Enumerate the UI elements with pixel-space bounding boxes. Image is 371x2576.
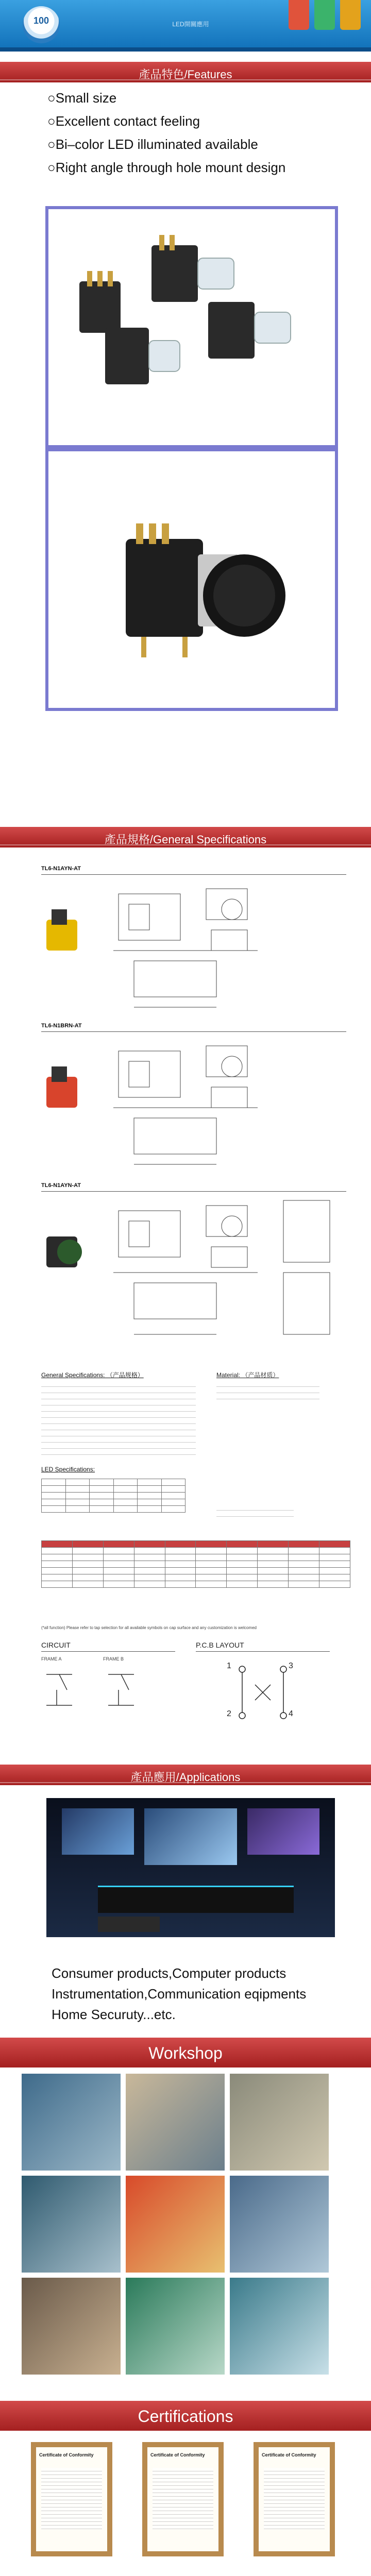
workshop-photo [229,2073,330,2172]
workshop-gallery [0,2067,371,2387]
certificate-image: Certificate of Conformity [254,2442,335,2556]
certifications-title-bar [0,2401,371,2431]
general-spec-text [41,1381,196,1458]
pcb-pin-label: 3 [289,1662,293,1670]
workshop-photo [125,2175,226,2274]
workshop-photo [21,2277,122,2376]
workshop-photo [229,2277,330,2376]
workshop-photo [21,2175,122,2274]
application-line: Home Securuty...etc. [52,2007,176,2022]
pcb-divider [196,1651,330,1652]
product-group-photo [48,209,335,445]
product-photo-frame [45,448,338,711]
header-caption: LED開關應用 [172,21,209,28]
title-underline [0,844,371,845]
product-single-photo [48,451,335,708]
feature-item: ○Excellent contact feeling [47,113,200,129]
model-drawing [41,878,350,1018]
feature-item: ○Bi–color LED illuminated available [47,137,258,152]
model-drawing [41,1036,350,1175]
workshop-title-bar [0,2038,371,2067]
features-title-bar [0,62,371,82]
application-line: Consumer products,Computer products [52,1965,286,1981]
header-divider [0,47,371,52]
specs-title: 產品規格/General Specifications [104,833,267,846]
applications-title: 產品應用/Applications [130,1771,241,1784]
workshop-photo [21,2073,122,2172]
general-spec-heading: General Specifications: （产品规格） [41,1371,144,1379]
page-header [0,0,371,52]
badge-text: 100 [33,15,49,26]
model-divider [41,1031,346,1032]
frame-a-label: FRAME A [41,1656,62,1662]
feature-item: ○Small size [47,90,117,106]
certifications-title: Certifications [138,2407,233,2426]
pcb-layout-diagram [234,1664,291,1721]
applications-title-bar [0,1765,371,1785]
model-divider [41,874,346,875]
workshop-photo [229,2175,330,2274]
ordering-table [41,1540,350,1588]
pcb-pin-label: 4 [289,1709,293,1718]
specs-title-bar [0,827,371,848]
led-spec-heading: LED Specifications: [41,1466,95,1473]
circuit-diagram [41,1664,185,1721]
model-name: TL6-N1BRN-AT [41,1023,82,1029]
title-underline [0,79,371,80]
circuit-divider [41,1651,175,1652]
model-name: TL6-N1AYN-AT [41,1182,81,1189]
title-underline [0,1782,371,1783]
features-title: 產品特色/Features [139,68,232,81]
feature-item: ○Right angle through hole mount design [47,160,286,175]
bookmark-tag-icon[interactable] [289,0,309,30]
model-divider [41,1191,346,1192]
certificate-image: Certificate of Conformity [31,2442,112,2556]
model-drawing [41,1195,350,1350]
pcb-pin-label: 1 [227,1662,231,1670]
circuit-label: CIRCUIT [41,1641,71,1649]
product-photo-frame [45,206,338,448]
material-heading: Material: （产品材质） [216,1371,279,1379]
led-note-text [216,1504,294,1517]
bookmark-tag-icon[interactable] [340,0,361,30]
led-spec-table [41,1479,185,1513]
application-line: Instrumentation,Communication eqipments [52,1986,307,2002]
bookmark-tag-icon[interactable] [314,0,335,30]
certificate-image: Certificate of Conformity [142,2442,224,2556]
frame-b-label: FRAME B [103,1656,124,1662]
workshop-photo [125,2277,226,2376]
workshop-title: Workshop [148,2044,223,2062]
workshop-photo [125,2073,226,2172]
material-text [216,1381,319,1399]
certificate-gallery [31,2442,340,2576]
pcb-label: P.C.B LAYOUT [196,1641,244,1649]
applications-photo [46,1798,335,1937]
pcb-pin-label: 2 [227,1709,231,1718]
ordering-footnote: (*all function) Please refer to tap selection for all available symbols on cap surface and any customization is welcomed [41,1625,257,1630]
model-name: TL6-N1AYN-AT [41,866,81,872]
